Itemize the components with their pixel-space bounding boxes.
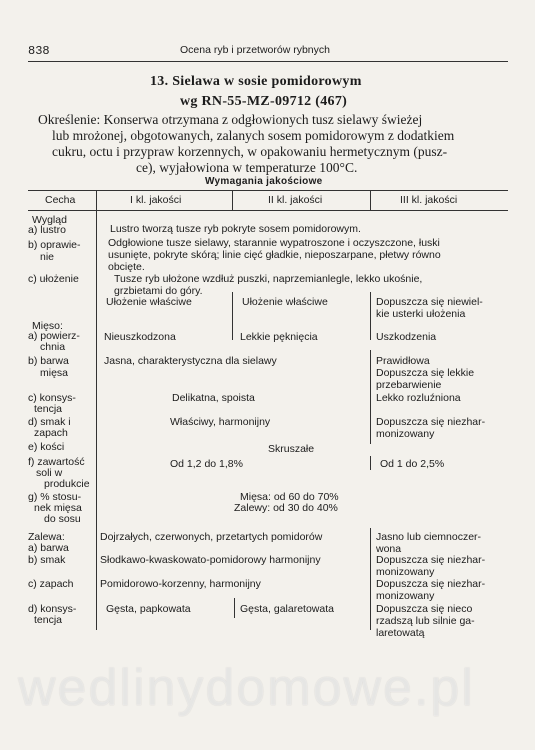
cell-text: Uszkodzenia [376, 331, 437, 343]
definition-line: cukru, octu i przypraw korzennych, w opakowaniu hermetycznym (pusz- [52, 144, 448, 159]
cell-text: Gęsta, galaretowata [240, 603, 334, 615]
table-column-divider [370, 456, 371, 470]
row-group-label: Wygląd [32, 214, 67, 226]
cell-text: Ułożenie właściwe [242, 296, 328, 308]
cell-text: Lustro tworzą tusze ryb pokryte sosem pomidorowym. [110, 223, 361, 235]
row-label: d) konsys- [28, 603, 77, 615]
row-label: produkcie [44, 478, 90, 490]
header-rule [28, 61, 508, 62]
cell-text: Lekkie pęknięcia [240, 331, 318, 343]
row-label: nie [40, 251, 55, 263]
cell-text: Jasno lub ciemnoczer- [376, 531, 482, 543]
cell-text: Gęsta, papkowata [106, 603, 191, 615]
table-column-divider [370, 350, 371, 444]
cell-text: Od 1,2 do 1,8% [170, 458, 243, 470]
table-column-divider [234, 598, 235, 618]
running-title: Ocena ryb i przetworów rybnych [180, 44, 330, 56]
column-header: Cecha [45, 194, 76, 206]
row-label: tencja [34, 614, 63, 626]
row-label: zapach [34, 427, 68, 439]
row-label: do sosu [44, 513, 81, 525]
cell-text: grzbietami do góry. [114, 285, 203, 297]
row-label: soli w [36, 467, 63, 479]
row-label: c) konsys- [28, 392, 76, 404]
cell-text: Mięsa: od 60 do 70% [240, 491, 339, 503]
table-column-divider [370, 190, 371, 210]
cell-text: obcięte. [108, 261, 145, 273]
cell-text: Nieuszkodzona [104, 331, 176, 343]
cell-text: Dopuszcza się niewiel- [376, 296, 483, 308]
row-label: a) barwa [28, 542, 69, 554]
row-label: c) zapach [28, 578, 74, 590]
row-label: b) barwa [28, 355, 69, 367]
table-column-divider [370, 528, 371, 630]
row-label: a) powierz- [28, 330, 80, 342]
cell-text: Odgłowione tusze sielawy, starannie wypatroszone i oczyszczone, łuski [108, 237, 440, 249]
row-label: c) ułożenie [28, 273, 79, 285]
definition-line: ce), wyjałowiona w temperaturze 100°C. [136, 160, 358, 175]
row-label: f) zawartość [28, 456, 85, 468]
cell-text: Zalewy: od 30 do 40% [234, 502, 338, 514]
cell-text: Dopuszcza się lekkie [376, 367, 475, 379]
cell-text: monizowany [376, 590, 435, 602]
row-label: chnia [40, 341, 66, 353]
cell-text: Dopuszcza się niezhar- [376, 578, 486, 590]
row-group-label: Mięso: [32, 320, 63, 332]
cell-text: monizowany [376, 428, 435, 440]
cell-text: Delikatna, spoista [172, 392, 255, 404]
row-label: d) smak i [28, 416, 71, 428]
cell-text: Jasna, charakterystyczna dla sielawy [104, 355, 277, 367]
standard-reference: wg RN-55-MZ-09712 (467) [180, 94, 348, 109]
cell-text: przebarwienie [376, 379, 442, 391]
section-title: 13. Sielawa w sosie pomidorowym [150, 74, 362, 89]
row-group-label: Zalewa: [28, 531, 65, 543]
table-title: Wymagania jakościowe [205, 176, 323, 187]
cell-text: wona [376, 543, 402, 555]
cell-text: Prawidłowa [376, 355, 430, 367]
table-top-rule [28, 190, 508, 191]
cell-text: monizowany [376, 566, 435, 578]
cell-text: Skruszałe [268, 443, 315, 455]
row-label: g) % stosu- [28, 491, 82, 503]
row-label: mięsa [40, 367, 69, 379]
table-column-divider [232, 190, 233, 210]
column-header: III kl. jakości [400, 194, 458, 206]
row-label: nek mięsa [34, 502, 82, 514]
column-header: II kl. jakości [268, 194, 323, 206]
cell-text: Właściwy, harmonijny [170, 416, 271, 428]
cell-text: Pomidorowo-korzenny, harmonijny [100, 578, 261, 590]
table-column-divider [370, 292, 371, 340]
cell-text: usunięte, pokryte skórą; linie cięć gładkie, nieposzarpane, płetwy równo [108, 249, 441, 261]
page-number: 838 [28, 44, 50, 58]
cell-text: Słodkawo-kwaskowato-pomidorowy harmonijny [100, 554, 321, 566]
cell-text: kie usterki ułożenia [376, 308, 466, 320]
watermark: wedlinydomowe.pl [18, 659, 475, 717]
row-label: e) kości [28, 441, 65, 453]
cell-text: Lekko rozluźniona [376, 392, 461, 404]
row-label: tencja [34, 403, 63, 415]
cell-text: Od 1 do 2,5% [380, 458, 445, 470]
row-label: b) oprawie- [28, 239, 81, 251]
row-label: a) lustro [28, 224, 66, 236]
table-column-divider [96, 190, 97, 630]
definition-line: lub mrożonej, obgotowanych, zalanych sosem pomidorowym z dodatkiem [52, 128, 455, 143]
cell-text: Dopuszcza się nieco [376, 603, 473, 615]
table-column-divider [232, 292, 233, 340]
cell-text: laretowatą [376, 627, 425, 639]
definition-line: Określenie: Konserwa otrzymana z odgłowionych tusz sielawy świeżej [38, 112, 423, 127]
cell-text: Ułożenie właściwe [106, 296, 192, 308]
cell-text: Dopuszcza się niezhar- [376, 416, 486, 428]
cell-text: Tusze ryb ułożone wzdłuż puszki, naprzemianlegle, lekko ukośnie, [114, 273, 423, 285]
cell-text: Dojrzałych, czerwonych, przetartych pomidorów [100, 531, 323, 543]
table-header-rule [28, 210, 508, 211]
column-header: I kl. jakości [130, 194, 182, 206]
cell-text: Dopuszcza się niezhar- [376, 554, 486, 566]
row-label: b) smak [28, 554, 66, 566]
cell-text: rzadszą lub silnie ga- [376, 615, 475, 627]
